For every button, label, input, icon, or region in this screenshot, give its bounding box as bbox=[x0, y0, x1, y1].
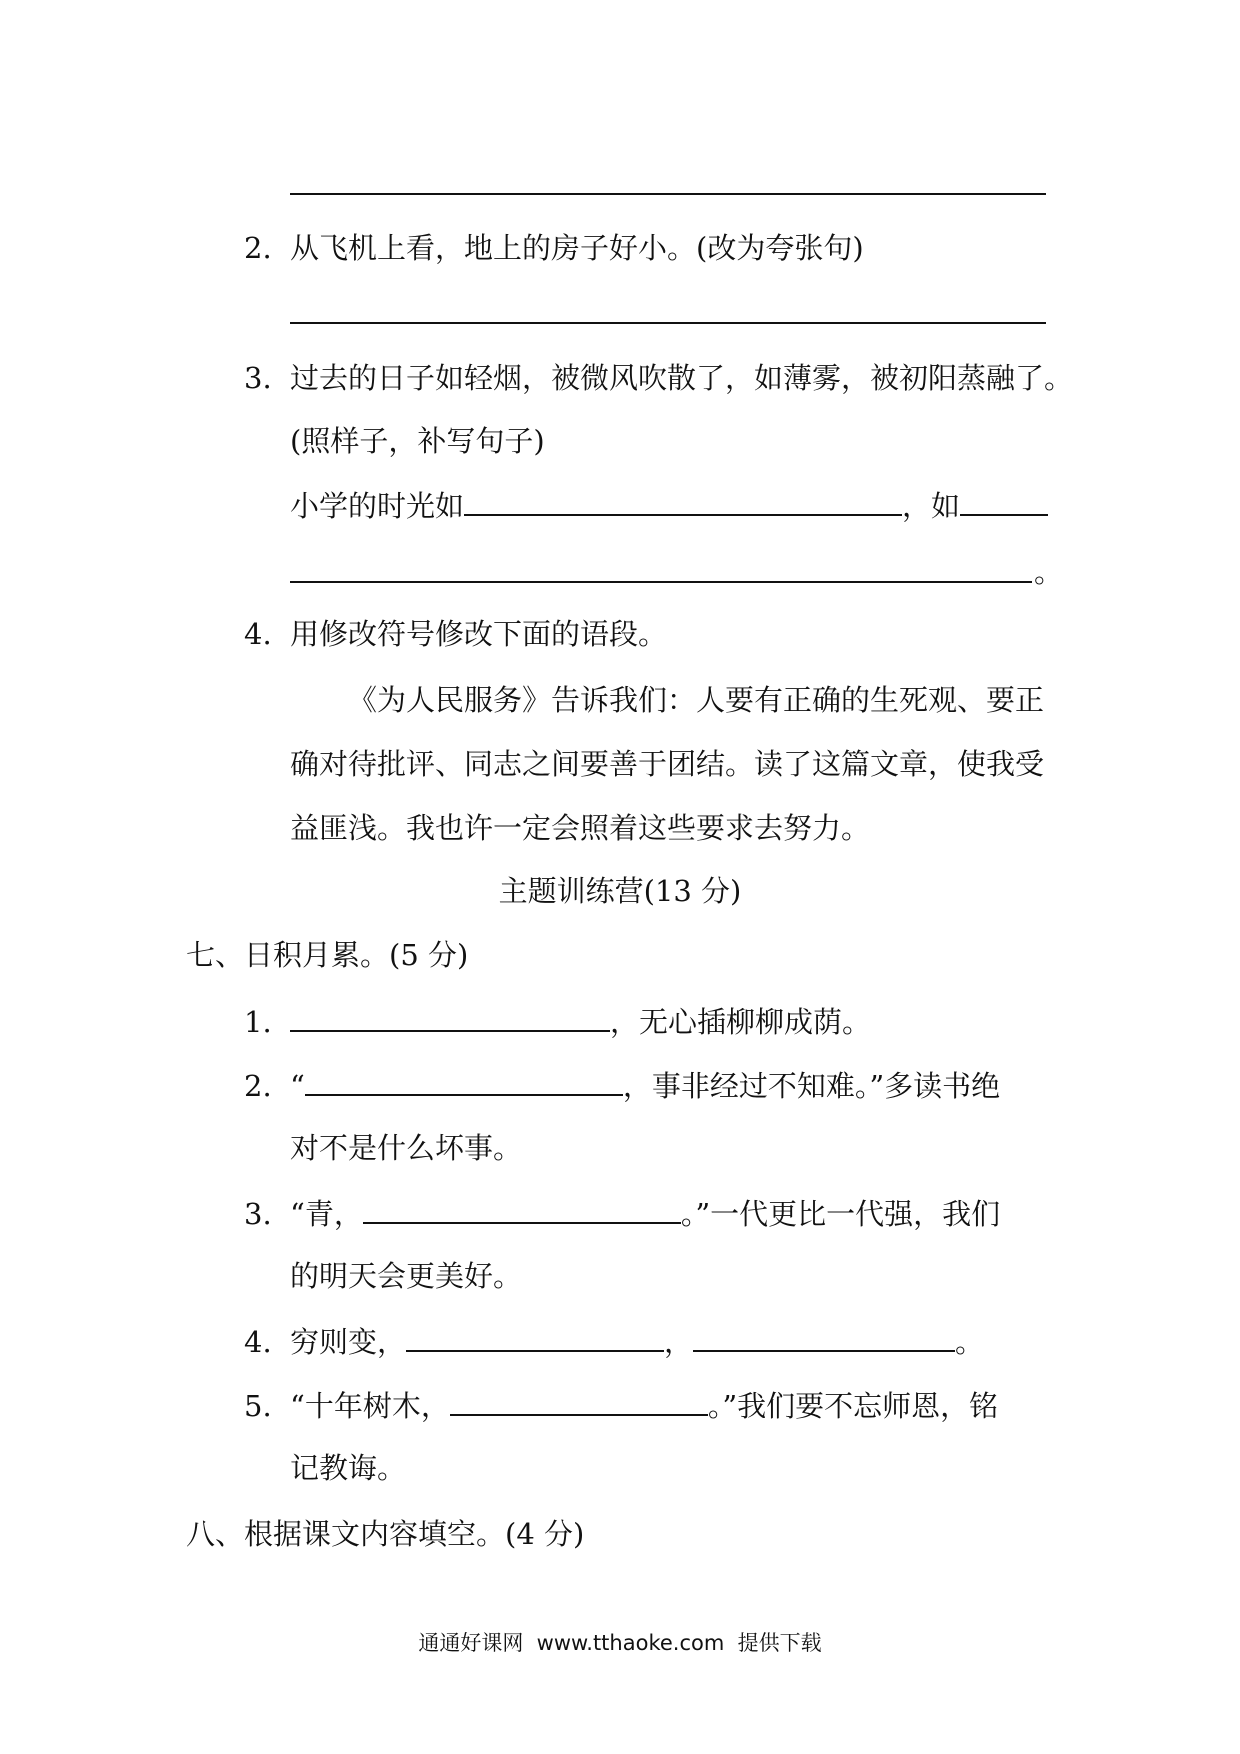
passage-text: 《为人民服务》告诉我们：人要有正确的生死观、要正 bbox=[348, 683, 1045, 717]
period-text: 。 bbox=[955, 1325, 985, 1359]
passage-text: 益匪浅。我也许一定会照着这些要求去努力。 bbox=[290, 811, 871, 845]
passage-line bbox=[290, 808, 870, 848]
fill-blank[interactable] bbox=[363, 1192, 681, 1224]
fill-blank[interactable] bbox=[290, 1000, 610, 1032]
continuation-line bbox=[290, 1128, 522, 1168]
heading-text: 八、根据课文内容填空。(4 分) bbox=[186, 1517, 585, 1551]
item-text: 对不是什么坏事。 bbox=[290, 1131, 523, 1165]
fill-blank[interactable] bbox=[305, 1064, 623, 1096]
heading-text: 七、日积月累。(5 分) bbox=[186, 938, 469, 972]
question-text: 用修改符号修改下面的语段。 bbox=[290, 617, 668, 651]
fill-prefix: 小学的时光如 bbox=[290, 489, 465, 523]
fill-blank[interactable] bbox=[693, 1320, 955, 1352]
answer-line bbox=[290, 322, 1046, 324]
fill-blank-line[interactable] bbox=[290, 581, 1032, 583]
open-text: “青， bbox=[290, 1197, 363, 1231]
note-text: (照样子，补写句子) bbox=[290, 424, 545, 458]
item-text: ，事非经过不知难。”多读书绝 bbox=[622, 1069, 1001, 1103]
period-text: 。 bbox=[1034, 555, 1064, 589]
item-text: ，无心插柳柳成荫。 bbox=[610, 1005, 872, 1039]
question-7-heading bbox=[186, 935, 468, 975]
item-number: 4. bbox=[244, 1325, 272, 1359]
passage-line bbox=[348, 680, 1044, 720]
fill-blank[interactable] bbox=[960, 484, 1048, 516]
question-7-5 bbox=[244, 1384, 998, 1426]
question-7-2 bbox=[244, 1064, 1000, 1106]
question-7-4 bbox=[244, 1320, 984, 1362]
question-6-3 bbox=[244, 358, 1073, 398]
item-number: 2. bbox=[244, 1069, 272, 1103]
section-title bbox=[0, 871, 1240, 911]
item-number: 1. bbox=[244, 1005, 272, 1039]
footer-watermark bbox=[0, 1628, 1240, 1658]
item-text: 的明天会更美好。 bbox=[290, 1259, 523, 1293]
fill-blank[interactable] bbox=[464, 484, 902, 516]
item-text: 。”一代更比一代强，我们 bbox=[680, 1197, 1001, 1231]
item-number: 4. bbox=[244, 617, 272, 651]
question-text: 从飞机上看，地上的房子好小。(改为夸张句) bbox=[290, 231, 864, 265]
question-7-1 bbox=[244, 1000, 871, 1042]
fill-mid: ，如 bbox=[902, 489, 961, 523]
passage-line bbox=[290, 744, 1044, 784]
item-number: 3. bbox=[244, 361, 272, 395]
open-quote: “ bbox=[290, 1069, 305, 1103]
answer-line bbox=[290, 193, 1046, 195]
item-number: 3. bbox=[244, 1197, 272, 1231]
fill-blank[interactable] bbox=[450, 1384, 708, 1416]
question-text: 过去的日子如轻烟，被微风吹散了，如薄雾，被初阳蒸融了。 bbox=[290, 361, 1074, 395]
fill-sentence bbox=[290, 484, 1048, 526]
question-6-4 bbox=[244, 614, 667, 654]
section-title-text: 主题训练营(13 分) bbox=[498, 874, 742, 908]
item-text: 。”我们要不忘师恩，铭 bbox=[707, 1389, 999, 1423]
question-8-heading bbox=[186, 1514, 584, 1554]
question-6-2 bbox=[244, 228, 864, 268]
footer-text: 通通好课网 www.tthaoke.com 提供下载 bbox=[418, 1631, 822, 1655]
comma-text: ， bbox=[664, 1325, 694, 1359]
item-number: 5. bbox=[244, 1389, 272, 1423]
item-text: 记教诲。 bbox=[290, 1451, 407, 1485]
item-number: 2. bbox=[244, 231, 272, 265]
passage-text: 确对待批评、同志之间要善于团结。读了这篇文章，使我受 bbox=[290, 747, 1045, 781]
continuation-line bbox=[290, 1448, 406, 1488]
question-7-3 bbox=[244, 1192, 1000, 1234]
fill-blank[interactable] bbox=[406, 1320, 664, 1352]
question-note bbox=[290, 421, 545, 461]
open-text: 穷则变， bbox=[290, 1325, 407, 1359]
continuation-line bbox=[290, 1256, 522, 1296]
fill-end bbox=[1034, 552, 1063, 592]
open-text: “十年树木， bbox=[290, 1389, 450, 1423]
